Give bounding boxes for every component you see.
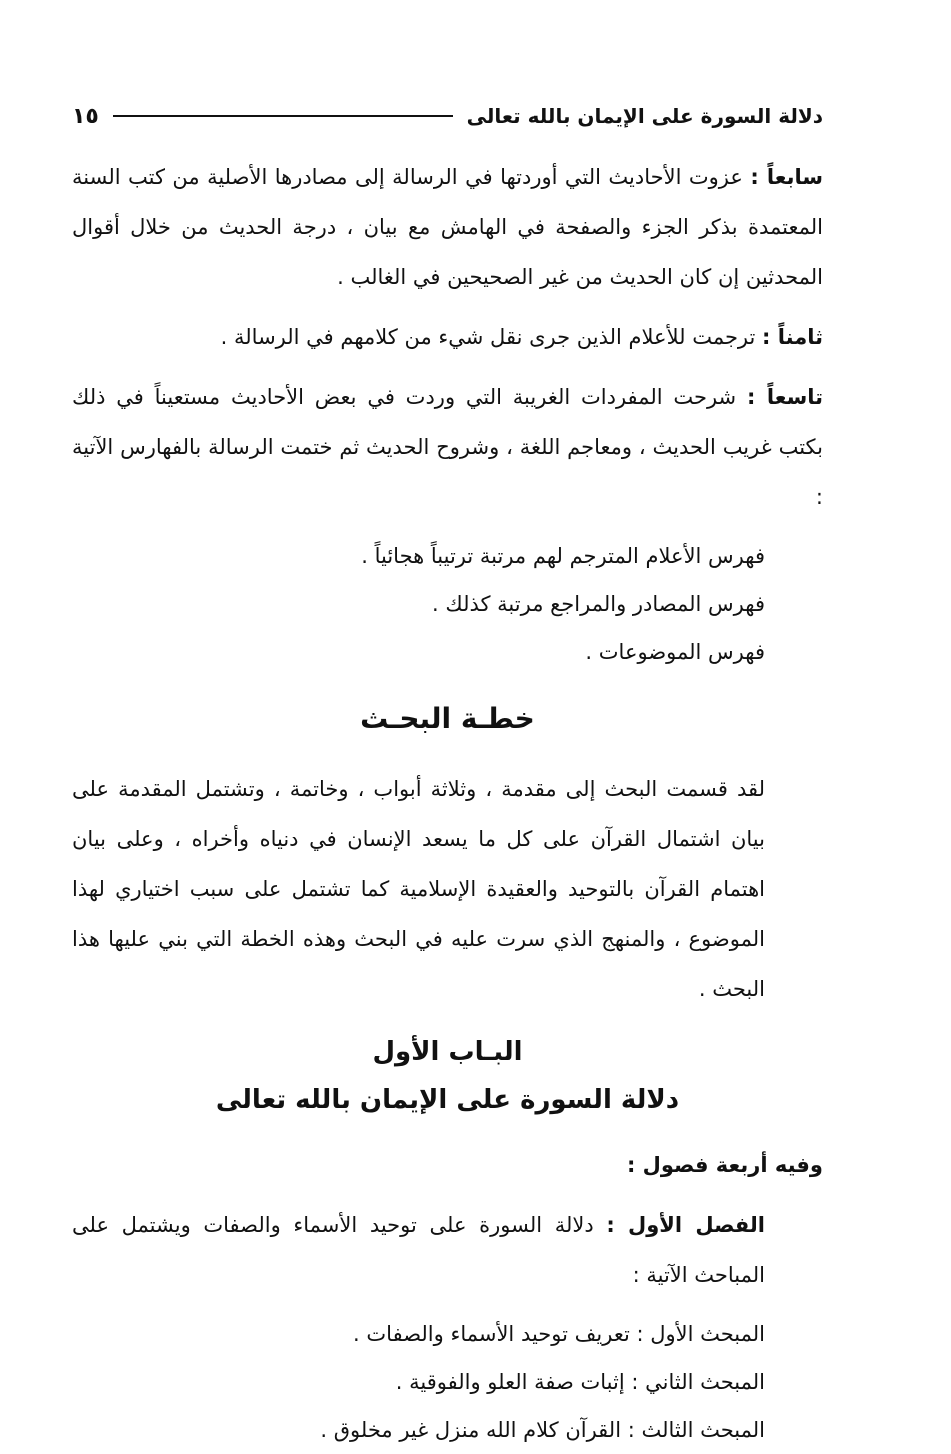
section-lead: الفصل الأول : xyxy=(606,1213,766,1237)
chapter-intro: وفيه أربعة فصول : xyxy=(626,1153,823,1177)
index-item: فهرس المصادر والمراجع مرتبة كذلك . xyxy=(432,592,765,616)
item-eighth xyxy=(72,312,823,362)
item-lead: سابعاً : xyxy=(750,165,823,189)
header-rule xyxy=(113,115,453,117)
index-item: فهرس الأعلام المترجم لهم مرتبة ترتيباً هجائياً . xyxy=(361,544,765,568)
section-paragraph xyxy=(72,1200,823,1300)
header-title: دلالة السورة على الإيمان بالله تعالى xyxy=(466,104,823,128)
chapter-heading: البـاب الأول xyxy=(372,1037,523,1067)
page-body xyxy=(72,152,823,1454)
page-number: ١٥ xyxy=(72,103,99,129)
item-ninth xyxy=(72,372,823,522)
topic-list xyxy=(72,1310,823,1454)
item-text: ترجمت للأعلام الذين جرى نقل شيء من كلامهم في الرسالة . xyxy=(220,325,763,349)
item-text: عزوت الأحاديث التي أوردتها في الرسالة إلى مصادرها الأصلية من كتب السنة المعتمدة بذكر الجزء والصفحة في الهامش مع بيان ، درجة الحديث من خلال أقوال المحدثين إن كان الحديث من غير الصحيحين في الغالب . xyxy=(72,165,823,289)
topic-item: المبحث الأول : تعريف توحيد الأسماء والصفات . xyxy=(353,1322,765,1346)
chapter-title: دلالة السورة على الإيمان بالله تعالى xyxy=(215,1085,680,1115)
running-header xyxy=(72,96,823,136)
item-lead: ثامناً : xyxy=(762,325,823,349)
section-title: خطـة البحـث xyxy=(360,702,535,735)
topic-item: المبحث الثاني : إثبات صفة العلو والفوقية . xyxy=(395,1370,765,1394)
plan-paragraph: لقد قسمت البحث إلى مقدمة ، وثلاثة أبواب ، وخاتمة ، وتشتمل المقدمة على بيان اشتمال القرآن على كل ما يسعد الإنسان في دنياه وأخراه ، وعلى بيان اهتمام القرآن بالتوحيد والعقيدة الإسلامية كما تشتمل على سبب اختياري لهذا الموضوع ، والمنهج الذي سرت عليه في البحث وهذه الخطة التي بني عليها هذا البحث . xyxy=(72,777,765,1001)
item-lead: تاسعاً : xyxy=(746,385,823,409)
index-item: فهرس الموضوعات . xyxy=(585,640,765,664)
item-seventh xyxy=(72,152,823,302)
item-text: شرحت المفردات الغريبة التي وردت في بعض الأحاديث مستعيناً في ذلك بكتب غريب الحديث ، ومعاجم اللغة ، وشروح الحديث ثم ختمت الرسالة بالفهارس الآتية : xyxy=(72,385,823,509)
topic-item: المبحث الثالث : القرآن كلام الله منزل غير مخلوق . xyxy=(320,1418,765,1442)
chapter-heading-block xyxy=(72,1028,823,1124)
section-text: دلالة السورة على توحيد الأسماء والصفات ويشتمل على المباحث الآتية : xyxy=(72,1213,765,1287)
index-list xyxy=(72,532,823,676)
